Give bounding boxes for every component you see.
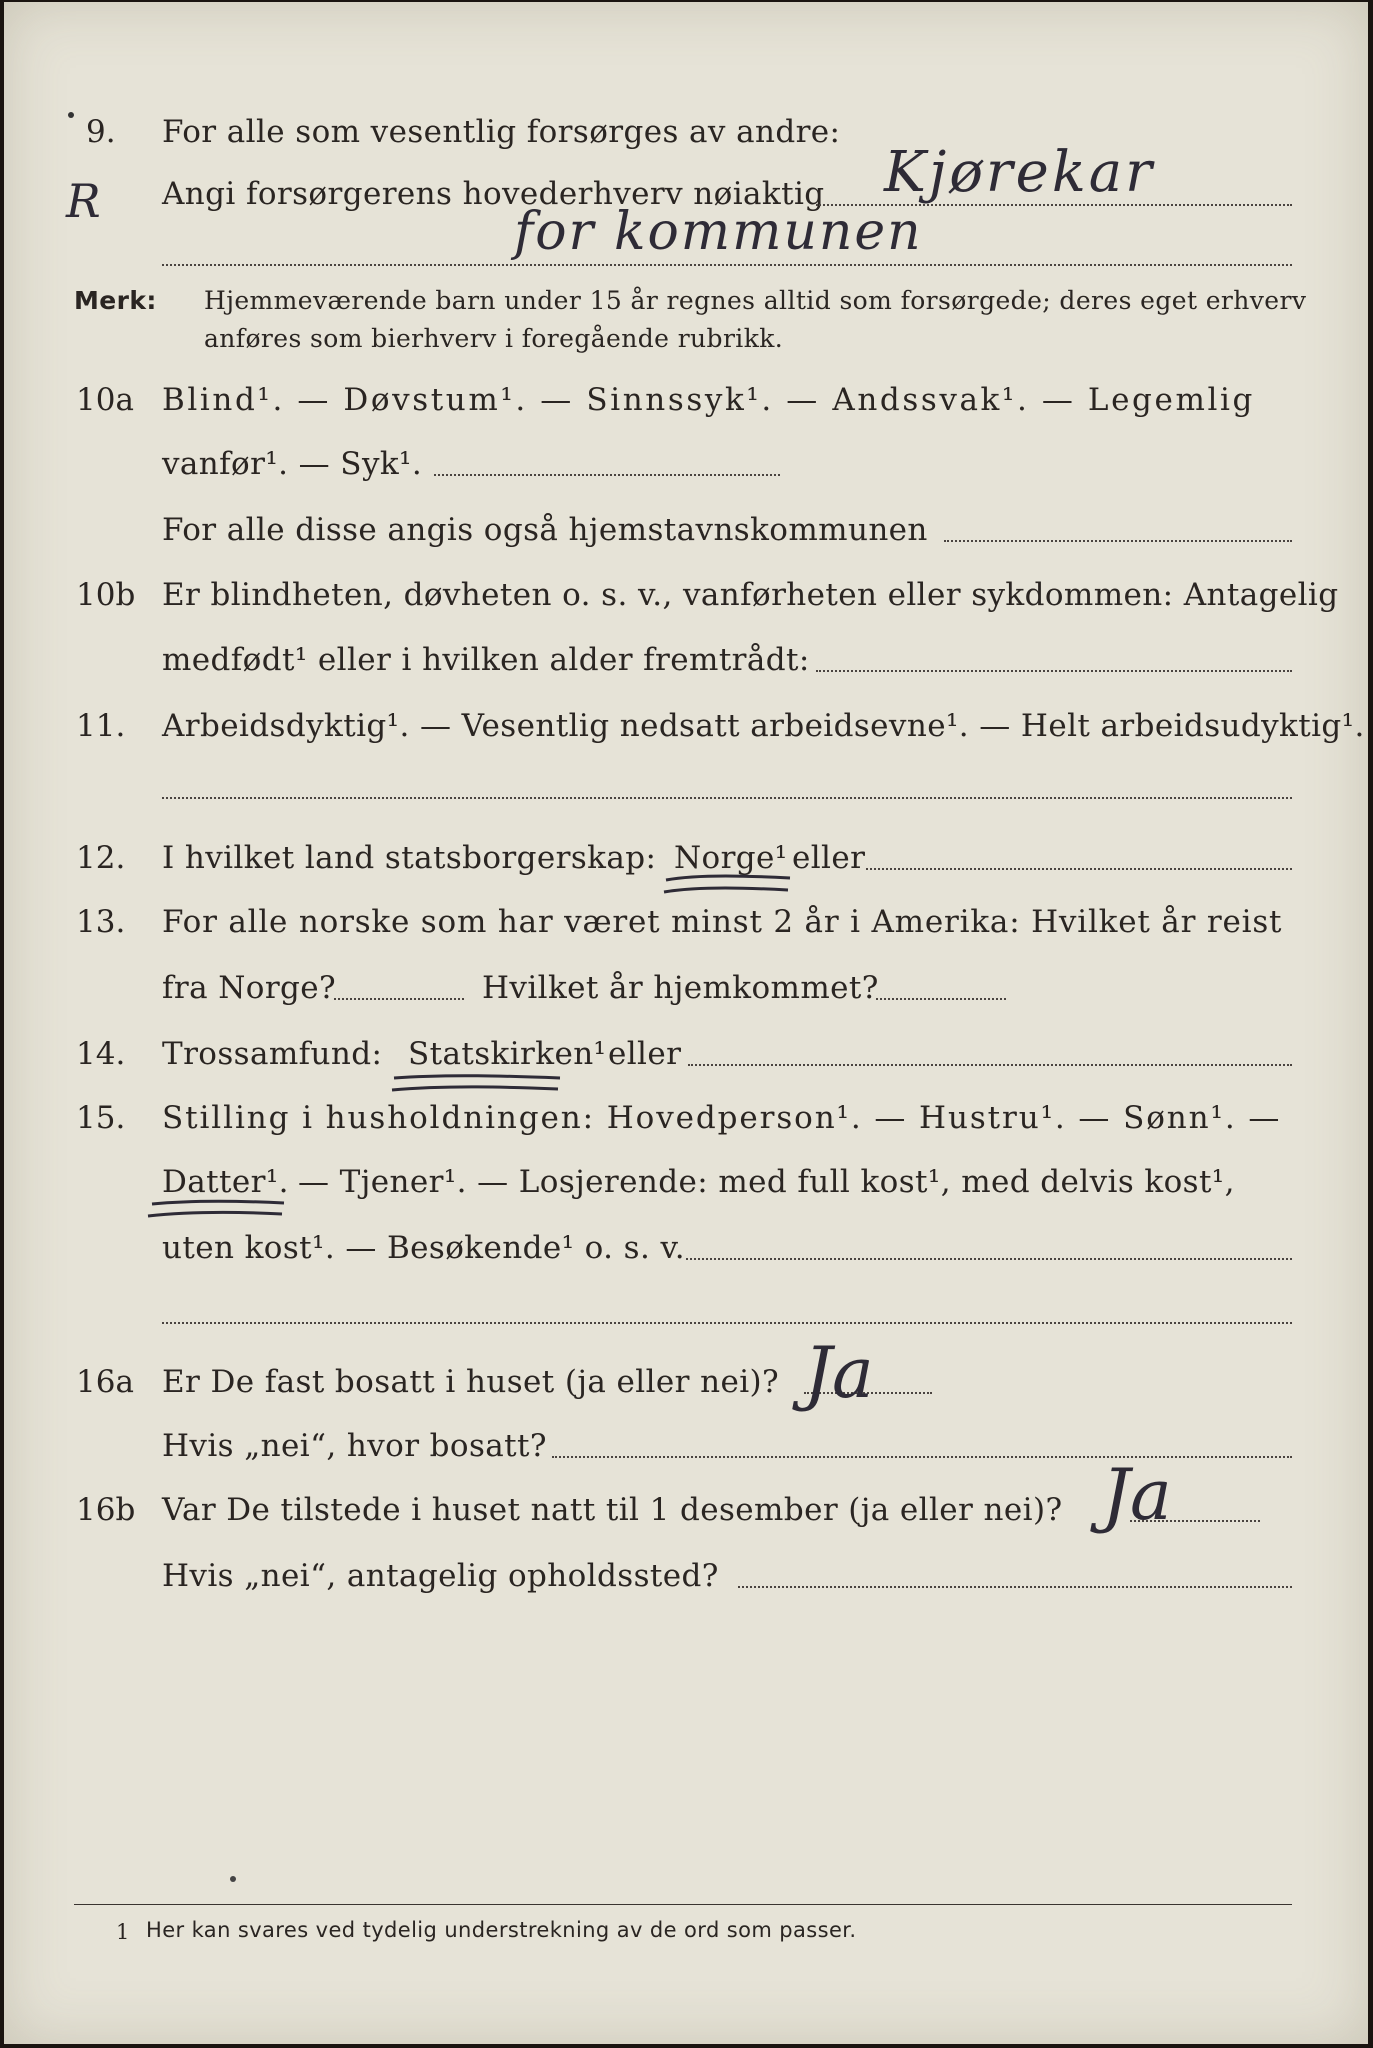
- q14-number: 14.: [76, 1036, 126, 1072]
- q16b-line2: Hvis „nei“, antagelig opholdssted?: [162, 1558, 719, 1594]
- q9-line1: For alle som vesentlig forsørges av andre:: [162, 114, 841, 150]
- margin-mark: R: [66, 174, 101, 228]
- merk-line2: anføres som bierhverv i foregående rubrikk.: [204, 324, 784, 353]
- q15-number: 15.: [76, 1100, 126, 1136]
- q10b-line1: Er blindheten, døvheten o. s. v., vanførheten eller sykdommen: Antagelig: [162, 577, 1339, 613]
- q12-option-norge: Norge¹: [674, 840, 788, 876]
- q16b-handwritten-answer: Ja: [1102, 1454, 1172, 1536]
- q15-line3: uten kost¹. — Besøkende¹ o. s. v.: [162, 1230, 685, 1266]
- q16a-line2: Hvis „nei“, hvor bosatt?: [162, 1428, 547, 1464]
- q15-line1: Stilling i husholdningen: Hovedperson¹. — Hustru¹. — Sønn¹. —: [162, 1100, 1282, 1136]
- q10a-line2: vanfør¹. — Syk¹.: [162, 446, 423, 482]
- q16a-line1: Er De fast bosatt i huset (ja eller nei)?: [162, 1364, 780, 1400]
- q9-answer-line-2: [162, 264, 1292, 266]
- merk-label: Merk:: [74, 286, 157, 315]
- q12-answer-line: [866, 868, 1292, 870]
- q10a-line3: For alle disse angis også hjemstavnskommunen: [162, 512, 928, 548]
- q15-answer-line: [686, 1258, 1292, 1260]
- q13-line1: For alle norske som har været minst 2 år i Amerika: Hvilket år reist: [162, 904, 1283, 940]
- q15-line2: — Tjener¹. — Losjerende: med full kost¹, med delvis kost¹,: [298, 1164, 1235, 1200]
- q11-line1: Arbeidsdyktig¹. — Vesentlig nedsatt arbeidsevne¹. — Helt arbeidsudyktig¹.: [162, 708, 1365, 744]
- q11-answer-line: [162, 797, 1292, 799]
- q16b-line1: Var De tilstede i huset natt til 1 desember (ja eller nei)?: [162, 1492, 1063, 1528]
- q10a-line1: Blind¹. — Døvstum¹. — Sinnssyk¹. — Andssvak¹. — Legemlig: [162, 382, 1255, 418]
- q9-line2: Angi forsørgerens hovederhverv nøiaktig: [162, 176, 825, 212]
- q9-number: 9.: [86, 114, 116, 150]
- q12-underline-mark: [660, 870, 800, 904]
- footnote-rule: [74, 1904, 1292, 1905]
- q12-suffix: eller: [792, 840, 866, 876]
- q15-option-datter: Datter¹.: [162, 1164, 289, 1200]
- q16a-number: 16a: [76, 1364, 134, 1400]
- q14-prefix: Trossamfund:: [162, 1036, 383, 1072]
- q15-answer-line-2: [162, 1322, 1292, 1324]
- stray-ink-dot: [230, 1876, 236, 1882]
- q13-line2b: Hvilket år hjemkommet?: [482, 970, 879, 1006]
- q12-number: 12.: [76, 840, 126, 876]
- margin-dot: [68, 112, 74, 118]
- q12-prefix: I hvilket land statsborgerskap:: [162, 840, 657, 876]
- q13-number: 13.: [76, 904, 126, 940]
- q14-suffix: eller: [608, 1036, 682, 1072]
- q13-reist-line: [334, 998, 464, 1000]
- q16a-handwritten-answer: Ja: [804, 1332, 874, 1414]
- q10a-number: 10a: [76, 382, 134, 418]
- footnote-mark: 1: [116, 1920, 130, 1944]
- q9-handwritten-answer-2: for kommunen: [514, 202, 923, 262]
- q9-handwritten-answer: Kjørekar: [884, 140, 1155, 205]
- q14-answer-line: [688, 1064, 1292, 1066]
- q14-option-statskirken: Statskirken¹: [408, 1036, 607, 1072]
- q10b-line2: medfødt¹ eller i hvilken alder fremtrådt:: [162, 642, 810, 678]
- footnote-text: Her kan svares ved tydelig understrekning av de ord som passer.: [146, 1918, 857, 1942]
- census-form-page: [4, 2, 1368, 2044]
- q10a-hjemstavn-line: [944, 540, 1292, 542]
- q14-underline-mark: [388, 1070, 568, 1100]
- q15-underline-mark: [144, 1196, 294, 1226]
- q10b-number: 10b: [76, 577, 136, 613]
- q11-number: 11.: [76, 708, 126, 744]
- q16b-number: 16b: [76, 1492, 136, 1528]
- q10b-answer-line: [816, 670, 1292, 672]
- q13-line2a: fra Norge?: [162, 970, 337, 1006]
- q16b-opholdssted-line: [738, 1586, 1292, 1588]
- q16a-bosatt-line: [552, 1456, 1292, 1458]
- q13-hjemkommet-line: [876, 998, 1006, 1000]
- merk-line1: Hjemmeværende barn under 15 år regnes alltid som forsørgede; deres eget erhverv: [204, 286, 1307, 315]
- q10a-answer-line: [434, 474, 780, 476]
